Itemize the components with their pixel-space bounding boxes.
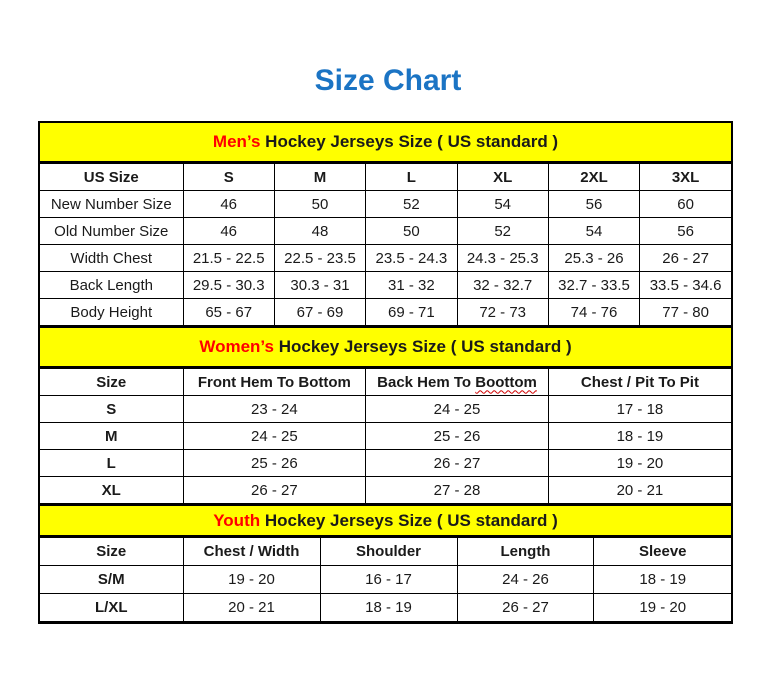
cell-value: 33.5 - 34.6: [640, 272, 731, 299]
misspelled-word: Boottom: [475, 373, 537, 391]
cell-value: 26 - 27: [366, 450, 549, 477]
row-label: L: [40, 450, 183, 477]
cell-value: 50: [274, 191, 365, 218]
cell-value: 56: [640, 218, 731, 245]
mens-table: [40, 163, 731, 326]
youth-table: [40, 537, 731, 622]
column-header: Size: [40, 369, 183, 396]
cell-value: 24.3 - 25.3: [457, 245, 548, 272]
mens-row: [40, 218, 731, 245]
header-word: Back Hem To: [377, 373, 476, 391]
cell-value: 26 - 27: [183, 477, 366, 504]
cell-value: 24 - 26: [457, 566, 594, 594]
row-label: S/M: [40, 566, 183, 594]
cell-value: 22.5 - 23.5: [274, 245, 365, 272]
column-header: Chest / Pit To Pit: [548, 369, 731, 396]
cell-value: 29.5 - 30.3: [183, 272, 274, 299]
cell-value: 24 - 25: [366, 396, 549, 423]
womens-row: [40, 477, 731, 504]
cell-value: 25.3 - 26: [548, 245, 639, 272]
cell-value: 23.5 - 24.3: [366, 245, 457, 272]
youth-header-row: [40, 538, 731, 566]
column-header: Shoulder: [320, 538, 457, 566]
mens-section-title: [40, 123, 731, 163]
row-label: New Number Size: [40, 191, 183, 218]
column-header: 3XL: [640, 164, 731, 191]
column-header: Chest / Width: [183, 538, 320, 566]
mens-row: [40, 299, 731, 326]
cell-value: 26 - 27: [640, 245, 731, 272]
cell-value: 54: [548, 218, 639, 245]
cell-value: 60: [640, 191, 731, 218]
mens-row: [40, 245, 731, 272]
row-label: Back Length: [40, 272, 183, 299]
womens-row: [40, 450, 731, 477]
cell-value: 56: [548, 191, 639, 218]
row-label: Old Number Size: [40, 218, 183, 245]
youth-section-title-highlight: Youth: [213, 510, 261, 530]
cell-value: 52: [457, 218, 548, 245]
cell-value: 27 - 28: [366, 477, 549, 504]
cell-value: 32.7 - 33.5: [548, 272, 639, 299]
womens-header-row: [40, 369, 731, 396]
womens-section-title: [40, 326, 731, 368]
womens-section-title-highlight: Women’s: [199, 337, 274, 356]
column-header: 2XL: [548, 164, 639, 191]
cell-value: 24 - 25: [183, 423, 366, 450]
row-label: Width Chest: [40, 245, 183, 272]
cell-value: 20 - 21: [548, 477, 731, 504]
cell-value: 19 - 20: [548, 450, 731, 477]
cell-value: 25 - 26: [183, 450, 366, 477]
cell-value: 65 - 67: [183, 299, 274, 326]
cell-value: 46: [183, 191, 274, 218]
column-header: XL: [457, 164, 548, 191]
youth-section-title: [40, 504, 731, 537]
cell-value: 17 - 18: [548, 396, 731, 423]
cell-value: 16 - 17: [320, 566, 457, 594]
womens-row: [40, 396, 731, 423]
cell-value: 50: [366, 218, 457, 245]
cell-value: 19 - 20: [594, 594, 731, 622]
womens-table: [40, 368, 731, 504]
mens-row: [40, 191, 731, 218]
cell-value: 32 - 32.7: [457, 272, 548, 299]
row-label: L/XL: [40, 594, 183, 622]
cell-value: 52: [366, 191, 457, 218]
column-header: Length: [457, 538, 594, 566]
column-header: M: [274, 164, 365, 191]
column-header: L: [366, 164, 457, 191]
youth-section-title-text: Hockey Jerseys Size ( US standard ): [260, 510, 558, 530]
column-header: Size: [40, 538, 183, 566]
cell-value: 23 - 24: [183, 396, 366, 423]
mens-section-title-text: Hockey Jerseys Size ( US standard ): [260, 132, 559, 151]
cell-value: 48: [274, 218, 365, 245]
column-header: Sleeve: [594, 538, 731, 566]
cell-value: 19 - 20: [183, 566, 320, 594]
womens-row: [40, 423, 731, 450]
column-header: US Size: [40, 164, 183, 191]
mens-row: [40, 272, 731, 299]
row-label: M: [40, 423, 183, 450]
youth-row: [40, 594, 731, 622]
cell-value: 46: [183, 218, 274, 245]
row-label: Body Height: [40, 299, 183, 326]
column-header: Front Hem To Bottom: [183, 369, 366, 396]
cell-value: 77 - 80: [640, 299, 731, 326]
youth-row: [40, 566, 731, 594]
cell-value: 26 - 27: [457, 594, 594, 622]
row-label: XL: [40, 477, 183, 504]
cell-value: 30.3 - 31: [274, 272, 365, 299]
cell-value: 72 - 73: [457, 299, 548, 326]
mens-section-title-highlight: Men’s: [212, 132, 261, 151]
page-title: Size Chart: [314, 64, 462, 97]
cell-value: 21.5 - 22.5: [183, 245, 274, 272]
mens-header-row: [40, 164, 731, 191]
cell-value: 18 - 19: [320, 594, 457, 622]
cell-value: 18 - 19: [548, 423, 731, 450]
cell-value: 31 - 32: [366, 272, 457, 299]
column-header: S: [183, 164, 274, 191]
size-chart: [38, 121, 733, 624]
cell-value: 20 - 21: [183, 594, 320, 622]
cell-value: 18 - 19: [594, 566, 731, 594]
cell-value: 67 - 69: [274, 299, 365, 326]
cell-value: 74 - 76: [548, 299, 639, 326]
cell-value: 69 - 71: [366, 299, 457, 326]
row-label: S: [40, 396, 183, 423]
column-header: [366, 369, 549, 396]
cell-value: 25 - 26: [366, 423, 549, 450]
womens-section-title-text: Hockey Jerseys Size ( US standard ): [273, 337, 572, 356]
cell-value: 54: [457, 191, 548, 218]
